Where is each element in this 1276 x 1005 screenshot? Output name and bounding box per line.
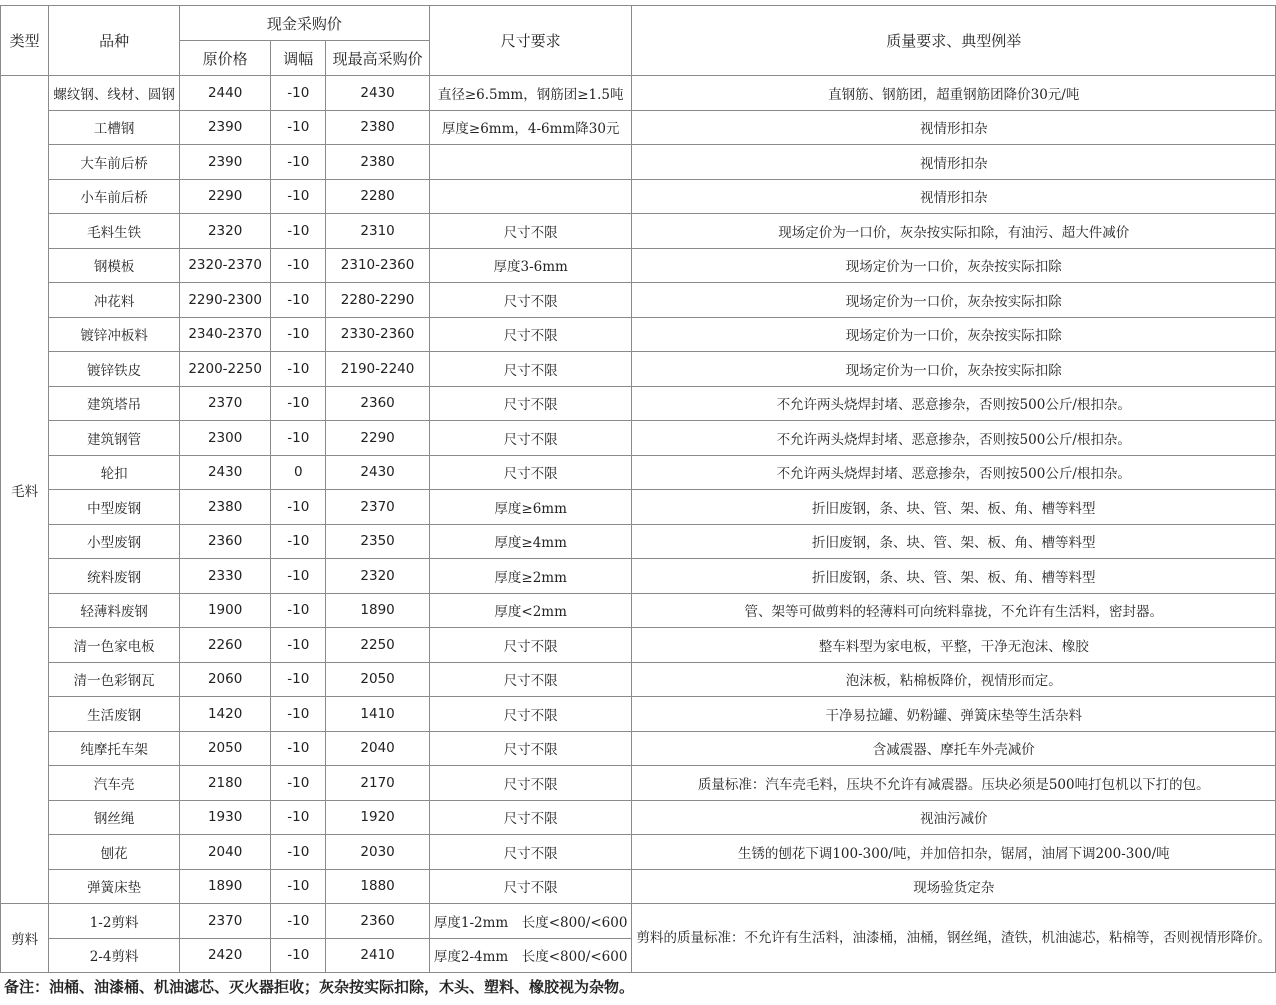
quality-cell: 现场验货定杂 — [632, 869, 1276, 904]
size-requirement-cell — [429, 145, 632, 180]
table-row — [1, 766, 1276, 801]
change-cell: -10 — [271, 904, 326, 939]
footnote: 备注：油桶、油漆桶、机油滤芯、灭火器拒收；灰杂按实际扣除，木头、塑料、橡胶视为杂物。 — [4, 978, 635, 996]
size-requirement-cell: 尺寸不限 — [429, 317, 632, 352]
type-cell: 毛料 — [1, 76, 49, 904]
quality-cell: 视情形扣杂 — [632, 110, 1276, 145]
current-max-price-cell: 2360 — [326, 904, 430, 939]
size-requirement-cell: 尺寸不限 — [429, 455, 632, 490]
change-cell: -10 — [271, 145, 326, 180]
size-requirement-cell: 尺寸不限 — [429, 628, 632, 663]
table-row — [1, 731, 1276, 766]
size-requirement-cell — [429, 179, 632, 214]
size-requirement-cell: 厚度<2mm — [429, 593, 632, 628]
table-row — [1, 145, 1276, 180]
table-row — [1, 869, 1276, 904]
change-cell: -10 — [271, 731, 326, 766]
current-max-price-cell: 2250 — [326, 628, 430, 663]
original-price-cell: 2260 — [179, 628, 270, 663]
quality-cell: 现场定价为一口价，灰杂按实际扣除，有油污、超大件减价 — [632, 214, 1276, 249]
current-max-price-cell: 2030 — [326, 835, 430, 870]
header-cash-price: 现金采购价 — [179, 6, 429, 41]
change-cell: -10 — [271, 524, 326, 559]
header-original-price: 原价格 — [179, 41, 270, 76]
current-max-price-cell: 2040 — [326, 731, 430, 766]
header-type: 类型 — [1, 6, 49, 76]
header-quality: 质量要求、典型例举 — [632, 6, 1276, 76]
quality-cell: 剪料的质量标准：不允许有生活料，油漆桶，油桶，钢丝绳，渣铁，机油滤芯，粘棉等，否则视情形降价。 — [632, 904, 1276, 973]
quality-cell: 现场定价为一口价，灰杂按实际扣除 — [632, 283, 1276, 318]
current-max-price-cell: 2280-2290 — [326, 283, 430, 318]
size-requirement-cell: 厚度≥2mm — [429, 559, 632, 594]
table-row — [1, 835, 1276, 870]
table-row — [1, 559, 1276, 594]
size-requirement-cell: 厚度≥6mm — [429, 490, 632, 525]
original-price-cell: 2050 — [179, 731, 270, 766]
variety-cell: 纯摩托车架 — [49, 731, 180, 766]
variety-cell: 生活废钢 — [49, 697, 180, 732]
original-price-cell: 2420 — [179, 938, 270, 973]
header-size-requirement: 尺寸要求 — [429, 6, 632, 76]
size-requirement-cell: 厚度2-4mm 长度<800/<600 — [429, 938, 632, 973]
quality-cell: 折旧废钢，条、块、管、架、板、角、槽等料型 — [632, 559, 1276, 594]
current-max-price-cell: 1890 — [326, 593, 430, 628]
original-price-cell: 2290-2300 — [179, 283, 270, 318]
variety-cell: 工槽钢 — [49, 110, 180, 145]
variety-cell: 镀锌铁皮 — [49, 352, 180, 387]
variety-cell: 2-4剪料 — [49, 938, 180, 973]
change-cell: -10 — [271, 697, 326, 732]
quality-cell: 现场定价为一口价，灰杂按实际扣除 — [632, 317, 1276, 352]
current-max-price-cell: 2050 — [326, 662, 430, 697]
quality-cell: 整车料型为家电板，平整，干净无泡沫、橡胶 — [632, 628, 1276, 663]
change-cell: -10 — [271, 76, 326, 111]
change-cell: -10 — [271, 490, 326, 525]
table-row — [1, 283, 1276, 318]
type-cell: 剪料 — [1, 904, 49, 973]
size-requirement-cell: 尺寸不限 — [429, 662, 632, 697]
original-price-cell: 2370 — [179, 904, 270, 939]
current-max-price-cell: 2310 — [326, 214, 430, 249]
table-row — [1, 421, 1276, 456]
original-price-cell: 2360 — [179, 524, 270, 559]
change-cell: -10 — [271, 628, 326, 663]
original-price-cell: 2320-2370 — [179, 248, 270, 283]
table-row — [1, 697, 1276, 732]
table-row — [1, 800, 1276, 835]
original-price-cell: 2200-2250 — [179, 352, 270, 387]
variety-cell: 冲花料 — [49, 283, 180, 318]
current-max-price-cell: 2360 — [326, 386, 430, 421]
change-cell: -10 — [271, 248, 326, 283]
current-max-price-cell: 2320 — [326, 559, 430, 594]
size-requirement-cell: 直径≥6.5mm，钢筋团≥1.5吨 — [429, 76, 632, 111]
table-row — [1, 904, 1276, 939]
size-requirement-cell: 尺寸不限 — [429, 766, 632, 801]
current-max-price-cell: 1410 — [326, 697, 430, 732]
variety-cell: 建筑塔吊 — [49, 386, 180, 421]
current-max-price-cell: 1920 — [326, 800, 430, 835]
quality-cell: 折旧废钢，条、块、管、架、板、角、槽等料型 — [632, 490, 1276, 525]
current-max-price-cell: 2310-2360 — [326, 248, 430, 283]
table-row — [1, 76, 1276, 111]
variety-cell: 镀锌冲板料 — [49, 317, 180, 352]
original-price-cell: 1890 — [179, 869, 270, 904]
table-body — [1, 76, 1276, 973]
variety-cell: 清一色彩钢瓦 — [49, 662, 180, 697]
change-cell: -10 — [271, 421, 326, 456]
variety-cell: 大车前后桥 — [49, 145, 180, 180]
variety-cell: 小车前后桥 — [49, 179, 180, 214]
original-price-cell: 2390 — [179, 145, 270, 180]
quality-cell: 不允许两头烧焊封堵、恶意掺杂，否则按500公斤/根扣杂。 — [632, 421, 1276, 456]
current-max-price-cell: 2190-2240 — [326, 352, 430, 387]
table-row — [1, 248, 1276, 283]
current-max-price-cell: 2290 — [326, 421, 430, 456]
current-max-price-cell: 2380 — [326, 145, 430, 180]
quality-cell: 不允许两头烧焊封堵、恶意掺杂，否则按500公斤/根扣杂。 — [632, 455, 1276, 490]
size-requirement-cell: 尺寸不限 — [429, 386, 632, 421]
size-requirement-cell: 尺寸不限 — [429, 800, 632, 835]
size-requirement-cell: 尺寸不限 — [429, 731, 632, 766]
size-requirement-cell: 尺寸不限 — [429, 421, 632, 456]
original-price-cell: 2430 — [179, 455, 270, 490]
change-cell: -10 — [271, 559, 326, 594]
quality-cell: 泡沫板，粘棉板降价，视情形而定。 — [632, 662, 1276, 697]
original-price-cell: 2320 — [179, 214, 270, 249]
variety-cell: 毛料生铁 — [49, 214, 180, 249]
quality-cell: 不允许两头烧焊封堵、恶意掺杂，否则按500公斤/根扣杂。 — [632, 386, 1276, 421]
original-price-cell: 2340-2370 — [179, 317, 270, 352]
variety-cell: 弹簧床垫 — [49, 869, 180, 904]
current-max-price-cell: 2430 — [326, 76, 430, 111]
variety-cell: 1-2剪料 — [49, 904, 180, 939]
variety-cell: 中型废钢 — [49, 490, 180, 525]
variety-cell: 建筑钢管 — [49, 421, 180, 456]
quality-cell: 质量标准：汽车壳毛料，压块不允许有减震器。压块必须是500吨打包机以下打的包。 — [632, 766, 1276, 801]
original-price-cell: 2060 — [179, 662, 270, 697]
quality-cell: 干净易拉罐、奶粉罐、弹簧床垫等生活杂料 — [632, 697, 1276, 732]
table-row — [1, 317, 1276, 352]
current-max-price-cell: 2280 — [326, 179, 430, 214]
original-price-cell: 2290 — [179, 179, 270, 214]
quality-cell: 视情形扣杂 — [632, 179, 1276, 214]
variety-cell: 轻薄料废钢 — [49, 593, 180, 628]
variety-cell: 清一色家电板 — [49, 628, 180, 663]
change-cell: -10 — [271, 662, 326, 697]
change-cell: -10 — [271, 110, 326, 145]
original-price-cell: 2390 — [179, 110, 270, 145]
quality-cell: 含减震器、摩托车外壳减价 — [632, 731, 1276, 766]
quality-cell: 折旧废钢，条、块、管、架、板、角、槽等料型 — [632, 524, 1276, 559]
table-row — [1, 214, 1276, 249]
change-cell: -10 — [271, 938, 326, 973]
size-requirement-cell: 厚度≥4mm — [429, 524, 632, 559]
table-row — [1, 524, 1276, 559]
table-row — [1, 490, 1276, 525]
quality-cell: 现场定价为一口价，灰杂按实际扣除 — [632, 248, 1276, 283]
current-max-price-cell: 2410 — [326, 938, 430, 973]
change-cell: -10 — [271, 179, 326, 214]
original-price-cell: 1900 — [179, 593, 270, 628]
size-requirement-cell: 尺寸不限 — [429, 283, 632, 318]
quality-cell: 现场定价为一口价，灰杂按实际扣除 — [632, 352, 1276, 387]
original-price-cell: 2380 — [179, 490, 270, 525]
variety-cell: 钢丝绳 — [49, 800, 180, 835]
change-cell: -10 — [271, 283, 326, 318]
original-price-cell: 2180 — [179, 766, 270, 801]
change-cell: -10 — [271, 869, 326, 904]
variety-cell: 小型废钢 — [49, 524, 180, 559]
change-cell: -10 — [271, 766, 326, 801]
original-price-cell: 2300 — [179, 421, 270, 456]
current-max-price-cell: 2430 — [326, 455, 430, 490]
size-requirement-cell: 厚度3-6mm — [429, 248, 632, 283]
quality-cell: 生锈的刨花下调100-300/吨，并加倍扣杂，锯屑，油屑下调200-300/吨 — [632, 835, 1276, 870]
variety-cell: 螺纹钢、线材、圆钢 — [49, 76, 180, 111]
current-max-price-cell: 2370 — [326, 490, 430, 525]
table-row — [1, 662, 1276, 697]
size-requirement-cell: 尺寸不限 — [429, 697, 632, 732]
table-row — [1, 593, 1276, 628]
current-max-price-cell: 2380 — [326, 110, 430, 145]
current-max-price-cell: 2350 — [326, 524, 430, 559]
change-cell: -10 — [271, 214, 326, 249]
variety-cell: 刨花 — [49, 835, 180, 870]
variety-cell: 轮扣 — [49, 455, 180, 490]
size-requirement-cell: 尺寸不限 — [429, 869, 632, 904]
quality-cell: 视情形扣杂 — [632, 145, 1276, 180]
table-row — [1, 352, 1276, 387]
current-max-price-cell: 1880 — [326, 869, 430, 904]
original-price-cell: 2440 — [179, 76, 270, 111]
quality-cell: 视油污减价 — [632, 800, 1276, 835]
variety-cell: 钢模板 — [49, 248, 180, 283]
current-max-price-cell: 2170 — [326, 766, 430, 801]
size-requirement-cell: 厚度1-2mm 长度<800/<600 — [429, 904, 632, 939]
size-requirement-cell: 尺寸不限 — [429, 214, 632, 249]
original-price-cell: 2040 — [179, 835, 270, 870]
table-row — [1, 110, 1276, 145]
change-cell: -10 — [271, 835, 326, 870]
current-max-price-cell: 2330-2360 — [326, 317, 430, 352]
header-variety: 品种 — [49, 6, 180, 76]
price-table — [0, 5, 1276, 973]
size-requirement-cell: 尺寸不限 — [429, 352, 632, 387]
original-price-cell: 1930 — [179, 800, 270, 835]
header-change: 调幅 — [271, 41, 326, 76]
original-price-cell: 1420 — [179, 697, 270, 732]
change-cell: -10 — [271, 352, 326, 387]
change-cell: 0 — [271, 455, 326, 490]
size-requirement-cell: 尺寸不限 — [429, 835, 632, 870]
table-row — [1, 628, 1276, 663]
original-price-cell: 2370 — [179, 386, 270, 421]
table-row — [1, 386, 1276, 421]
header-current-max-price: 现最高采购价 — [326, 41, 430, 76]
variety-cell: 汽车壳 — [49, 766, 180, 801]
change-cell: -10 — [271, 800, 326, 835]
table-row — [1, 179, 1276, 214]
quality-cell: 管、架等可做剪料的轻薄料可向统料靠拢，不允许有生活料，密封器。 — [632, 593, 1276, 628]
size-requirement-cell: 厚度≥6mm，4-6mm降30元 — [429, 110, 632, 145]
original-price-cell: 2330 — [179, 559, 270, 594]
change-cell: -10 — [271, 317, 326, 352]
change-cell: -10 — [271, 386, 326, 421]
table-row — [1, 455, 1276, 490]
quality-cell: 直钢筋、钢筋团，超重钢筋团降价30元/吨 — [632, 76, 1276, 111]
variety-cell: 统料废钢 — [49, 559, 180, 594]
change-cell: -10 — [271, 593, 326, 628]
